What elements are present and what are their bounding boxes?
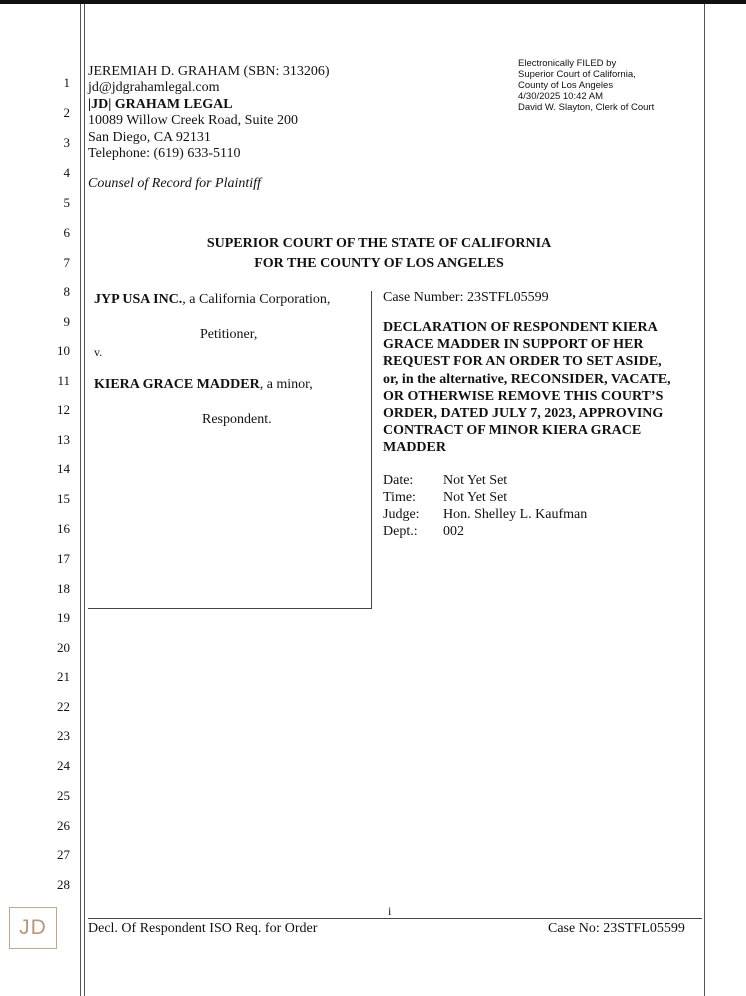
- title-line: GRACE MADDER IN SUPPORT OF HER: [383, 337, 644, 353]
- line-number: 16: [57, 521, 70, 536]
- page-number: i: [388, 904, 392, 918]
- hearing-dept-value: 002: [443, 524, 464, 539]
- hearing-dept: [383, 524, 464, 540]
- hearing-judge-label: Judge:: [383, 507, 420, 522]
- line-number: 10: [57, 343, 70, 358]
- top-bar: [0, 0, 746, 4]
- title-line: CONTRACT OF MINOR KIERA GRACE: [383, 423, 642, 439]
- line-number: 1: [63, 75, 70, 90]
- petitioner-desc: , a California Corporation,: [182, 292, 331, 307]
- footer-title: Decl. Of Respondent ISO Req. for Order: [88, 921, 318, 936]
- line-number: 26: [57, 818, 70, 833]
- line-number: 11: [57, 373, 70, 388]
- petitioner-name: JYP USA INC.: [94, 292, 183, 307]
- petitioner-line: [94, 292, 330, 308]
- firm-name: |JD| GRAHAM LEGAL: [88, 96, 233, 112]
- hearing-dept-label: Dept.:: [383, 524, 418, 539]
- stamp-line: Electronically FILED by: [518, 58, 617, 69]
- court-heading-line1: SUPERIOR COURT OF THE STATE OF CALIFORNIA: [206, 236, 552, 251]
- line-number: 23: [57, 728, 70, 743]
- footer-rule: [88, 918, 702, 919]
- line-number: 28: [57, 877, 70, 892]
- left-margin-rule-outer: [80, 4, 81, 996]
- caption-box-right-border: [371, 291, 372, 609]
- hearing-date: [383, 473, 507, 489]
- line-number: 20: [57, 640, 70, 655]
- line-number: 12: [57, 402, 70, 417]
- respondent-desc: , a minor,: [259, 377, 313, 392]
- title-line: OR OTHERWISE REMOVE THIS COURT’S: [383, 388, 664, 404]
- line-number: 8: [63, 284, 70, 299]
- firm-address-line2: San Diego, CA 92131: [88, 129, 211, 145]
- jd-logo: JD: [9, 907, 57, 949]
- line-number: 24: [57, 758, 70, 773]
- line-number: 13: [57, 432, 70, 447]
- attorney-email: jd@jdgrahamlegal.com: [88, 80, 220, 96]
- line-number: 6: [63, 225, 70, 240]
- stamp-line: David W. Slayton, Clerk of Court: [518, 102, 655, 113]
- hearing-judge-value: Hon. Shelley L. Kaufman: [443, 507, 588, 522]
- title-line: ORDER, DATED JULY 7, 2023, APPROVING: [383, 406, 664, 422]
- firm-address-line1: 10089 Willow Creek Road, Suite 200: [88, 113, 298, 129]
- respondent-name: KIERA GRACE MADDER: [94, 377, 260, 392]
- left-margin-rule-inner: [84, 4, 85, 996]
- respondent-line: [94, 377, 313, 393]
- line-number: 4: [63, 165, 70, 180]
- line-number: 15: [57, 491, 70, 506]
- line-number: 7: [63, 255, 70, 270]
- caption-box-bottom-border: [88, 608, 372, 609]
- line-number: 18: [57, 581, 70, 596]
- hearing-time-value: Not Yet Set: [443, 490, 508, 505]
- line-number: 2: [63, 105, 70, 120]
- petitioner-role: Petitioner,: [200, 327, 258, 342]
- case-number: Case Number: 23STFL05599: [383, 290, 549, 305]
- document-title: [383, 319, 705, 457]
- title-line: REQUEST FOR AN ORDER TO SET ASIDE,: [383, 354, 662, 370]
- filing-stamp: [518, 58, 654, 113]
- attorney-block: [88, 64, 330, 193]
- line-number: 21: [57, 669, 70, 684]
- title-line: MADDER: [383, 440, 446, 456]
- line-number: 14: [57, 461, 70, 476]
- line-number: 9: [63, 314, 70, 329]
- stamp-line: 4/30/2025 10:42 AM: [518, 91, 604, 102]
- stamp-line: Superior Court of California,: [518, 69, 636, 80]
- title-line: or, in the alternative, RECONSIDER, VACATE,: [383, 371, 671, 387]
- respondent-role: Respondent.: [202, 412, 272, 427]
- title-line: DECLARATION OF RESPONDENT KIERA: [383, 320, 658, 335]
- versus: v.: [94, 345, 103, 359]
- line-number: 3: [63, 135, 70, 150]
- line-number: 27: [57, 847, 70, 862]
- right-margin-rule: [704, 4, 705, 996]
- hearing-time: [383, 490, 507, 506]
- firm-phone: Telephone: (619) 633-5110: [88, 146, 241, 162]
- hearing-time-label: Time:: [383, 490, 416, 505]
- footer-case-number: Case No: 23STFL05599: [548, 921, 685, 936]
- line-number: 17: [57, 551, 70, 566]
- hearing-judge: [383, 507, 587, 523]
- line-number: 19: [57, 610, 70, 625]
- hearing-date-label: Date:: [383, 473, 414, 488]
- stamp-line: County of Los Angeles: [518, 80, 614, 91]
- line-number: 25: [57, 788, 70, 803]
- line-number: 22: [57, 699, 70, 714]
- court-heading-line2: FOR THE COUNTY OF LOS ANGELES: [254, 256, 504, 271]
- attorney-name: JEREMIAH D. GRAHAM (SBN: 313206): [88, 64, 330, 79]
- line-number: 5: [63, 195, 70, 210]
- counsel-role: Counsel of Record for Plaintiff: [88, 176, 261, 192]
- hearing-date-value: Not Yet Set: [443, 473, 508, 488]
